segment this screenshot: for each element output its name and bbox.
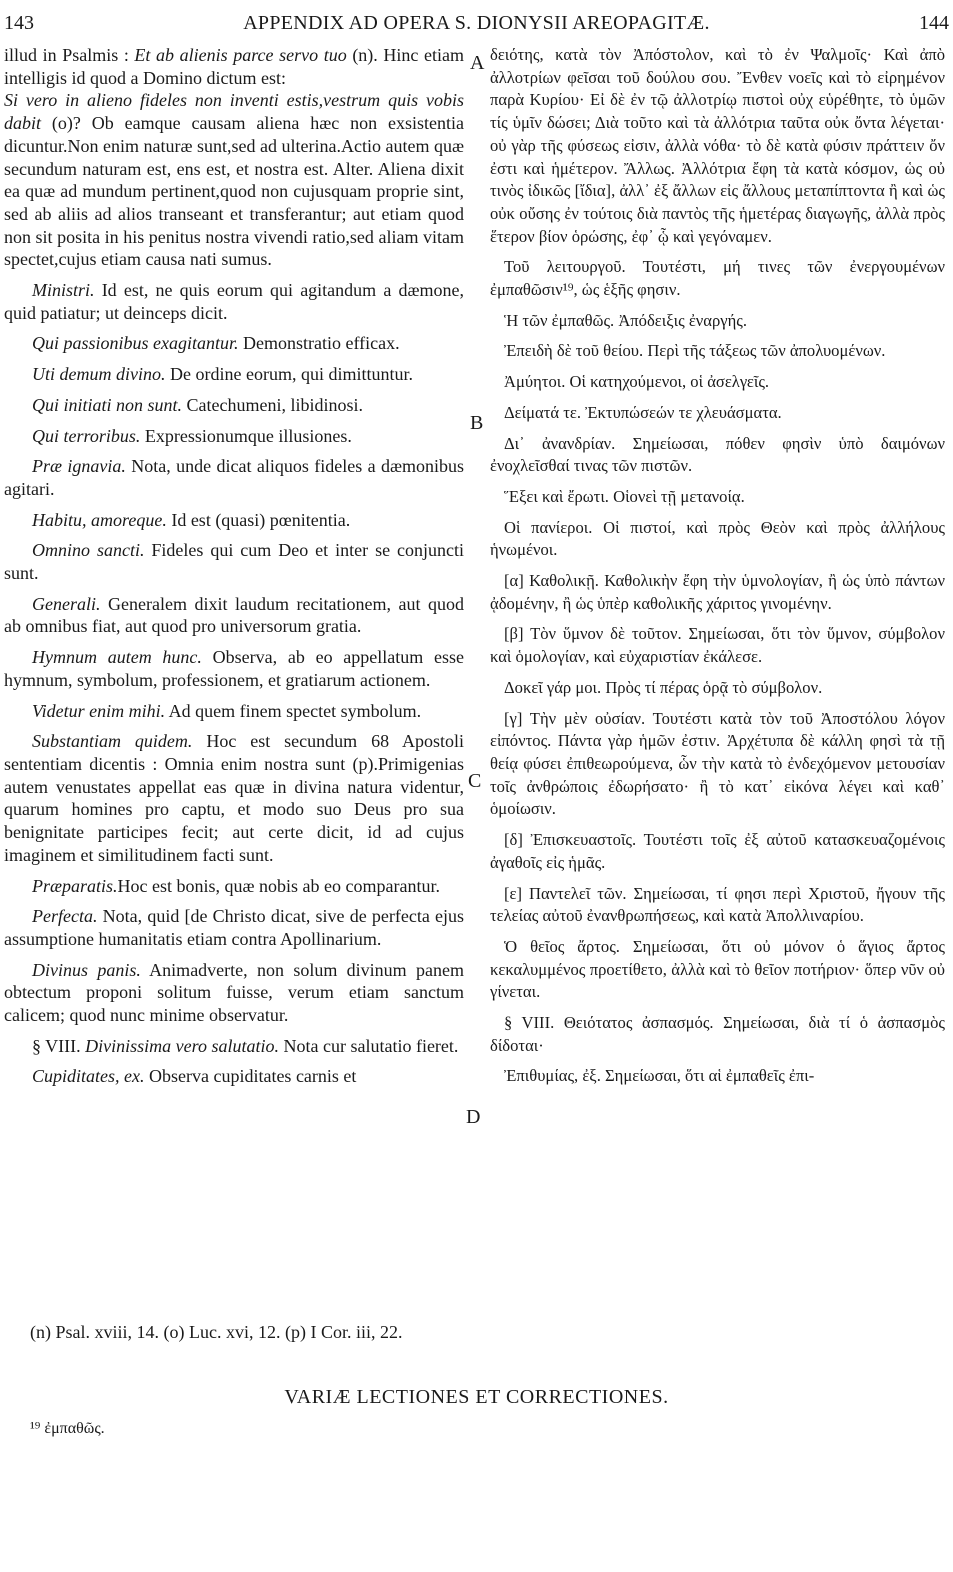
lemma: Videtur enim mihi. — [32, 700, 166, 721]
latin-paragraph — [4, 394, 464, 417]
gloss-text: Hoc est bonis, quæ nobis ab eo comparantur. — [117, 875, 440, 896]
lemma: Si vero in alieno fideles non inventi estis,vestrum quis vobis dabit — [4, 90, 464, 134]
gloss-text: Nota cur salutatio fieret. — [278, 1035, 459, 1056]
gloss-text: Animadverte, non solum divinum panem obtectum proponi solitum fuisse, verum etiam sanctum calicem; quod nunc minime observatur. — [4, 959, 464, 1026]
varia-title: VARIÆ LECTIONES ET CORRECTIONES. — [284, 1386, 669, 1408]
latin-paragraph — [4, 905, 464, 950]
greek-paragraph: Ἀμύητοι. Οἱ κατηχούμενοι, οἱ ἀσελγεῖς. — [504, 372, 770, 392]
latin-paragraph — [4, 363, 464, 386]
gloss-text: Hoc est secundum 68 Apostoli sententiam dicentis : Omnia enim nostra sunt (p).Primigenias autem venustates appellat eas quæ in divina natura videntur, quarum homines pro captu, et modo suo Deus pro sua benignitate participes fecit; aut certe dicit, id ad cujus imaginem et similitudinem facti sunt. — [4, 731, 464, 865]
greek-paragraph: [γ] Τὴν μὲν οὐσίαν. Τουτέστι κατὰ τὸν τοῦ Ἀποστόλου λόγον εἰπόντος. Πάντα γὰρ ἡμῶν ἐστιν. Ἀρχέτυπα δὲ κάλλη φησὶ τὰ τῇ θείᾳ φύσει ἐπιθεωρούμενα, ὧν τὴν κατὰ τὸ ἐνδεχόμενον μετουσίαν τοῖς ἀνθρώποις ἐδωρήσατο· ἢ τὸ κατ᾽ εἰκόνα λέγει καὶ καθ᾽ ὁμοίωσιν. — [490, 708, 945, 819]
latin-paragraph — [4, 1035, 464, 1058]
latin-paragraph — [4, 89, 464, 271]
greek-paragraph: [ε] Παντελεῖ τῶν. Σημείωσαι, τί φησι περὶ Χριστοῦ, ἤγουν τῆς τελείας αὐτοῦ ἐνανθρωπήσεως, καὶ κατὰ Ἀπολλιναρίου. — [490, 883, 945, 926]
lemma: Hymnum autem hunc. — [32, 647, 202, 668]
lemma: Præparatis. — [32, 875, 118, 896]
latin-column — [4, 44, 464, 1096]
greek-paragraph: Ἐπιθυμίας, ἐξ. Σημείωσαι, ὅτι αἱ ἐμπαθεῖς ἐπι- — [504, 1066, 815, 1086]
lemma: Qui terroribus. — [32, 425, 141, 446]
greek-paragraph: [δ] Ἐπισκευαστοῖς. Τουτέστι τοῖς ἐξ αὐτοῦ κατασκευαζομένοις ἀγαθοῖς εἰς ἡμᾶς. — [490, 830, 945, 872]
margin-marker-c: C — [468, 770, 482, 792]
latin-paragraph — [4, 730, 464, 866]
gloss-text: Fideles qui cum Deo et inter se conjuncti sunt. — [4, 540, 464, 584]
lemma: Perfecta. — [32, 906, 98, 927]
lemma: Cupiditates, ex. — [32, 1066, 145, 1087]
latin-paragraph — [4, 332, 464, 355]
greek-paragraph: Ἕξει καὶ ἔρωτι. Οἱονεὶ τῇ μετανοίᾳ. — [504, 486, 745, 506]
latin-paragraph — [4, 425, 464, 448]
lemma: Uti demum divino. — [32, 364, 166, 385]
latin-paragraph — [4, 959, 464, 1027]
latin-paragraph — [4, 44, 464, 89]
greek-paragraph: Ἐπειδὴ δὲ τοῦ θείου. Περὶ τῆς τάξεως τῶν ἀπολυομένων. — [504, 341, 886, 361]
gloss-text: De ordine eorum, qui dimittuntur. — [165, 364, 413, 385]
greek-paragraph: Ἡ τῶν ἐμπαθῶς. Ἀπόδειξις ἐναργής. — [504, 310, 747, 330]
greek-paragraph: Τοῦ λειτουργοῦ. Τουτέστι, μή τινες τῶν ἐνεργουμένων ἐμπαθῶσιν¹⁹, ὡς ἑξῆς φησιν. — [490, 257, 945, 300]
latin-paragraph — [4, 700, 464, 723]
latin-paragraph — [4, 593, 464, 638]
latin-paragraph — [4, 509, 464, 532]
greek-paragraph: δειότης, κατὰ τὸν Ἀπόστολον, καὶ τὸ ἐν Ψαλμοῖς· Καὶ ἀπὸ ἀλλοτρίων φεῖσαι τοῦ δούλου σου. Ἔνθεν νοεῖς καὶ τὸ εἰρημένον παρὰ Κυρίου· Εἰ δὲ ἐν τῷ ἀλλοτρίῳ πιστοὶ οὐχ εὑρέθητε, τὸ ὑμῶν τίς ὑμῖν δώσει; Διὰ τοῦτο καὶ τὰ ἀλλότρια ταῦτα οὐκ ὄντα λέγεται· οὐ γὰρ τῆς φύσεως εἰσιν, ἀλλὰ νόθα· τὸ δὲ κατὰ φύσιν πράττειν ὄν ἐστι καὶ ἡμέτερον. Ἄλλως. Ἀλλότρια ἔφη τὰ κατὰ κόσμον, ὡς οὐ τινὸς ἰδικῶς [ἴδια], ἀλλ᾽ ἐξ ἄλλων εἰς ἄλλους μεταπίπτοντα ἢ καὶ ὡς οὐκ οὔσης ἐν τούτοις διὰ παντὸς τῆς ἡμετέρας διαγωγῆς, ἀλλὰ πρὸς ἕτερον βίον ὁρώσης, ἐφ᾽ ᾧ καὶ γεγόναμεν. — [490, 45, 945, 246]
lemma: Omnino sancti. — [32, 540, 145, 561]
gloss-text: Id est, ne quis eorum qui agitandum a dæmone, quid patiatur; ut deinceps dicit. — [4, 280, 464, 323]
page-header — [0, 0, 953, 40]
greek-paragraph: [β] Τὸν ὕμνον δὲ τοῦτον. Σημείωσαι, ὅτι τὸν ὕμνον, σύμβολον καὶ ὁμολογίαν, καὶ εὐχαριστίαν ἐκάλεσε. — [490, 624, 945, 667]
latin-paragraph — [4, 455, 464, 500]
greek-paragraph: Δι᾽ ἀνανδρίαν. Σημείωσαι, πόθεν φησὶν ὑπὸ δαιμόνων ἐνοχλεῖσθαί τινας τῶν πιστῶν. — [490, 433, 945, 476]
lemma: Generali. — [32, 593, 101, 614]
gloss-text: Id est (quasi) pœnitentia. — [166, 509, 351, 530]
greek-paragraph: Οἱ πανίεροι. Οἱ πιστοί, καὶ πρὸς Θεὸν καὶ πρὸς ἀλλήλους ἡνωμένοι. — [490, 517, 945, 560]
latin-paragraph — [4, 1065, 464, 1088]
gloss-text: (n). Hinc etiam intelligis id quod a Domino dictum est: — [4, 45, 464, 88]
gloss-text: Catechumeni, libidinosi. — [182, 394, 363, 415]
varia-note: ¹⁹ ἐμπαθῶς. — [30, 1420, 105, 1437]
lemma: Præ ignavia. — [32, 456, 126, 477]
lemma: Substantiam quidem. — [32, 731, 193, 752]
latin-paragraph — [4, 646, 464, 691]
footnotes: (n) Psal. xviii, 14. (o) Luc. xvi, 12. (p) I Cor. iii, 22. — [30, 1322, 403, 1342]
gloss-text: § VIII. — [32, 1035, 86, 1056]
greek-paragraph: Δείματά τε. Ἐκτυπώσεών τε χλευάσματα. — [504, 402, 782, 422]
margin-marker-a: A — [470, 52, 485, 74]
gloss-text: Nota, quid [de Christo dicat, sive de perfecta ejus assumptione humanitatis etiam contra Apollinarium. — [4, 906, 464, 949]
page-number-left: 143 — [4, 12, 34, 34]
greek-column — [490, 44, 945, 1096]
gloss-text: Demonstratio efficax. — [238, 333, 400, 354]
gloss-text: (o)? Ob eamque causam aliena hæc non exsistentia dicuntur.Non enim naturæ sunt,sed ad ulterina.Actio autem quæ secundum naturam est, ens est, et nostra est. Alter. Aliena dixit ea quæ ad mundum pertinent,quod non cujusquam proprie sint, sed ab aliis ad alios transeant et transferantur; aut etiam quod non sit posita in his penitus nostra vivendi ratio,sed aliam vitam spectet,cujus etiam causa nati sumus. — [4, 113, 464, 270]
running-title: APPENDIX AD OPERA S. DIONYSII AREOPAGITÆ. — [243, 12, 710, 34]
lemma: Qui initiati non sunt. — [32, 394, 183, 415]
gloss-text: Ad quem finem spectet symbolum. — [165, 700, 422, 721]
lemma: Habitu, amoreque. — [32, 509, 167, 530]
greek-paragraph: Δοκεῖ γάρ μοι. Πρὸς τί πέρας ὁρᾷ τὸ σύμβολον. — [504, 677, 823, 697]
gloss-text: Observa cupiditates carnis et — [144, 1066, 357, 1087]
lemma: Ministri. — [32, 280, 95, 301]
latin-paragraph — [4, 875, 464, 898]
gloss-text: Nota, unde dicat aliquos fideles a dæmonibus agitari. — [4, 456, 465, 499]
page-number-right: 144 — [919, 12, 949, 34]
gloss-text: Expressionumque illusiones. — [140, 425, 352, 446]
lemma: Qui passionibus exagitantur. — [32, 333, 239, 354]
gloss-text: Observa, ab eo appellatum esse hymnum, symbolum, professionem, et gratiarum actionem. — [4, 647, 465, 690]
lemma: Divinus panis. — [32, 959, 141, 980]
greek-paragraph: § VIII. Θειότατος ἀσπασμός. Σημείωσαι, διὰ τί ὁ ἀσπασμὸς δίδοται· — [490, 1013, 945, 1055]
latin-paragraph — [4, 279, 464, 324]
greek-paragraph: Ὁ θεῖος ἄρτος. Σημείωσαι, ὅτι οὐ μόνον ὁ ἅγιος ἄρτος κεκαλυμμένος προετίθετο, ἀλλὰ καὶ τὸ θεῖον ποτήριον· ὅπερ νῦν οὐ γίνεται. — [490, 936, 945, 1002]
margin-marker-b: B — [470, 412, 484, 434]
latin-paragraph — [4, 539, 464, 584]
lemma: Et ab alienis parce servo tuo — [134, 45, 347, 65]
greek-paragraph: [α] Καθολικῇ. Καθολικὴν ἔφη τὴν ὑμνολογίαν, ἢ ὡς ὑπὸ πάντων ᾀδομένην, ἢ ὡς ὑπὲρ καθολικῆς χάριτος γινομένην. — [490, 571, 945, 613]
gloss-text: illud in Psalmis : — [4, 45, 135, 65]
margin-marker-d: D — [466, 1106, 481, 1128]
lemma: Divinissima vero salutatio. — [85, 1035, 279, 1056]
gloss-text: Generalem dixit laudum recitationem, aut quod ab omnibus fiat, aut quod pro universorum gratia. — [4, 593, 464, 637]
